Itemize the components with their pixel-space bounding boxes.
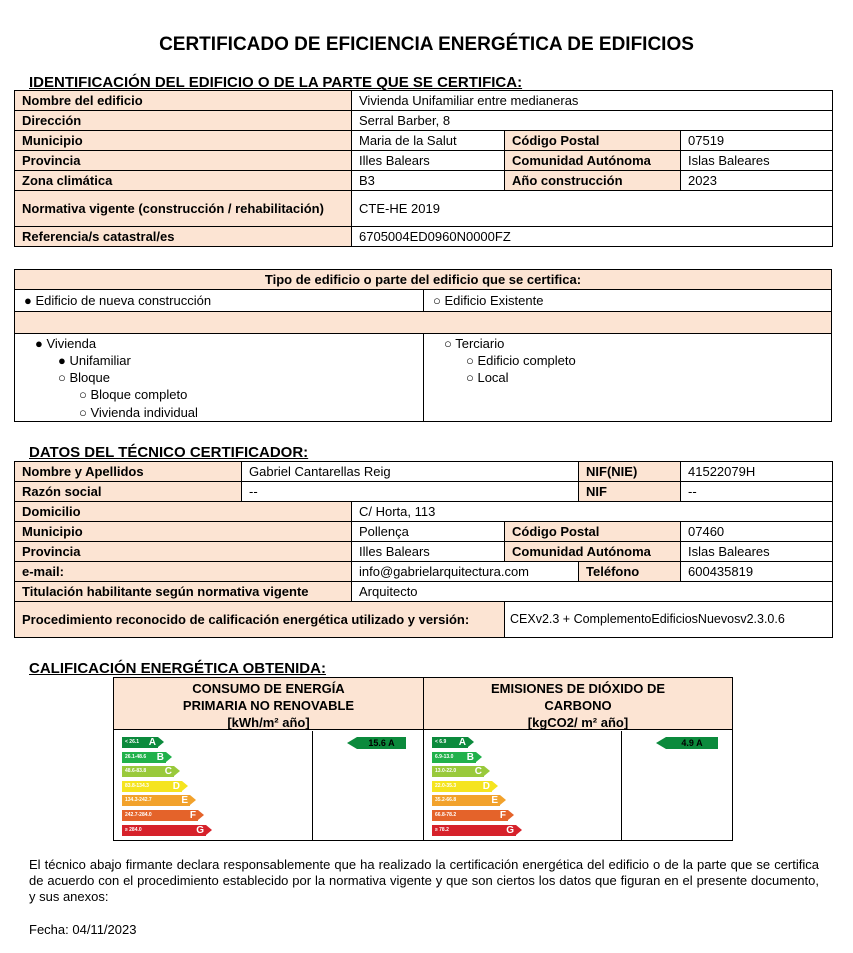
tecnico-nombre-label: Nombre y Apellidos [15, 462, 242, 482]
emisiones-result-indicator [666, 737, 718, 749]
consumo-bar-arrow [190, 795, 196, 805]
emisiones-bar-range: 35.2-66.8 [435, 797, 457, 804]
emisiones-bar-range: 22.0-35.3 [435, 782, 457, 789]
consumo-bar-f [122, 810, 198, 821]
tipo-edificio-heading: Tipo de edificio o parte del edificio que se certifica: [15, 270, 831, 290]
emisiones-bar-letter: D [482, 780, 490, 792]
consumo-bar-letter: A [148, 737, 156, 748]
consumo-bar-letter: B [156, 751, 164, 763]
consumo-bar-a [122, 737, 158, 748]
comunidad-autonoma-value: Islas Baleares [681, 151, 833, 171]
tecnico-ccaa-label: Comunidad Autónoma [505, 542, 681, 562]
calificacion-divider [423, 678, 424, 840]
nombre-edificio-label: Nombre del edificio [15, 91, 352, 111]
emisiones-bar-arrow [500, 795, 506, 805]
consumo-bar-range: 134.3-242.7 [125, 797, 152, 804]
procedimiento-value: CEXv2.3 + ComplementoEdificiosNuevosv2.3.0.6 [505, 602, 833, 638]
nueva-construccion-option: ● Edificio de nueva construcción [15, 290, 424, 311]
consumo-bar-range: < 26.1 [125, 739, 140, 745]
consumo-result-indicator [357, 737, 406, 749]
emisiones-result-value: 4.9 A [681, 738, 703, 748]
consumo-title-1: CONSUMO DE ENERGÍA [192, 681, 345, 696]
local-option: ○ Local [466, 370, 509, 385]
email-label: e-mail: [15, 562, 352, 582]
anyo-construccion-value: 2023 [681, 171, 833, 191]
emisiones-header [424, 678, 732, 730]
bloque-completo-option: ○ Bloque completo [79, 387, 188, 402]
page-title: CERTIFICADO DE EFICIENCIA ENERGÉTICA DE EDIFICIOS [159, 34, 694, 55]
tecnico-cp-value: 07460 [681, 522, 833, 542]
emisiones-bar-letter: C [474, 766, 482, 778]
telefono-label: Teléfono [579, 562, 681, 582]
tecnico-municipio-label: Municipio [15, 522, 352, 542]
consumo-title-2: PRIMARIA NO RENOVABLE [182, 698, 355, 713]
tecnico-ccaa-value: Islas Baleares [681, 542, 833, 562]
tecnico-provincia-label: Provincia [15, 542, 352, 562]
domicilio-value: C/ Horta, 113 [352, 502, 833, 522]
direccion-label: Dirección [15, 111, 352, 131]
domicilio-label: Domicilio [15, 502, 352, 522]
consumo-bar-arrow [198, 810, 204, 820]
tecnico-cp-label: Código Postal [505, 522, 681, 542]
emisiones-bar-a [432, 737, 468, 748]
emisiones-bar-arrow [468, 737, 474, 747]
emisiones-bar-arrow [516, 825, 522, 835]
referencia-catastral-value: 6705004ED0960N0000FZ [352, 227, 833, 247]
edificio-completo-option: ○ Edificio completo [466, 353, 576, 368]
telefono-value: 600435819 [681, 562, 833, 582]
codigo-postal-label: Código Postal [505, 131, 681, 151]
emisiones-bar-d [432, 781, 492, 792]
codigo-postal-value: 07519 [681, 131, 833, 151]
referencia-catastral-label: Referencia/s catastral/es [15, 227, 352, 247]
emisiones-bar-range: 13.0-22.0 [435, 768, 457, 775]
consumo-bar-arrow [182, 781, 188, 791]
municipio-value: Maria de la Salut [352, 131, 505, 151]
emisiones-bar-range: 66.8-78.2 [435, 812, 457, 818]
nif-label: NIF [579, 482, 681, 502]
emisiones-title-2: CARBONO [544, 698, 612, 713]
consumo-bar-arrow [174, 766, 180, 776]
identificacion-table [14, 90, 833, 247]
consumo-bar-g [122, 825, 206, 836]
procedimiento-label: Procedimiento reconocido de calificación energética utilizado y versión: [15, 602, 505, 638]
vivienda-option: ● Vivienda [35, 336, 97, 351]
bloque-option: ○ Bloque [58, 370, 110, 385]
consumo-bar-arrow [206, 825, 212, 835]
emisiones-bar-g [432, 825, 516, 836]
emisiones-title-1: EMISIONES DE DIÓXIDO DE [490, 681, 666, 696]
consumo-bar-arrow [166, 752, 172, 762]
consumo-result-value: 15.6 A [368, 738, 395, 748]
vivienda-individual-option: ○ Vivienda individual [79, 405, 198, 420]
consumo-result-pointer [347, 737, 357, 749]
identificacion-heading: IDENTIFICACIÓN DEL EDIFICIO O DE LA PARTE QUE SE CERTIFICA: [29, 74, 523, 91]
consumo-bar-letter: G [196, 824, 204, 836]
consumo-bar-c [122, 766, 174, 777]
unifamiliar-option: ● Unifamiliar [58, 353, 131, 368]
consumo-subdivider [312, 731, 313, 840]
consumo-bar-range: 26.1-48.6 [125, 753, 147, 760]
tecnico-provincia-value: Illes Balears [352, 542, 505, 562]
tipo-edificio-box [14, 269, 832, 422]
consumo-bar-letter: E [181, 795, 188, 807]
anyo-construccion-label: Año construcción [505, 171, 681, 191]
nif-nie-value: 41522079H [681, 462, 833, 482]
emisiones-bar-letter: B [466, 751, 474, 763]
emisiones-bar-letter: E [491, 795, 498, 807]
consumo-bar-letter: C [164, 766, 172, 778]
tecnico-nombre-value: Gabriel Cantarellas Reig [242, 462, 579, 482]
emisiones-bar-c [432, 766, 484, 777]
nombre-edificio-value: Vivienda Unifamiliar entre medianeras [352, 91, 833, 111]
consumo-bar-range: ≥ 284.0 [125, 826, 142, 833]
emisiones-bar-arrow [508, 810, 514, 820]
emisiones-bar-letter: F [499, 810, 506, 821]
nif-nie-label: NIF(NIE) [579, 462, 681, 482]
consumo-bar-d [122, 781, 182, 792]
emisiones-bar-arrow [492, 781, 498, 791]
fecha-text: Fecha: 04/11/2023 [29, 922, 137, 937]
titulacion-label: Titulación habilitante según normativa vigente [15, 582, 352, 602]
nif-value: -- [681, 482, 833, 502]
direccion-value: Serral Barber, 8 [352, 111, 833, 131]
emisiones-bar-arrow [476, 752, 482, 762]
emisiones-bar-e [432, 795, 500, 806]
consumo-bar-letter: D [172, 780, 180, 792]
consumo-header [114, 678, 423, 730]
consumo-unit: [kWh/m² año] [227, 715, 310, 730]
edificio-existente-option: ○ Edificio Existente [433, 293, 544, 308]
emisiones-bar-range: ≥ 78.2 [435, 826, 449, 833]
consumo-bar-range: 48.6-83.8 [125, 768, 147, 775]
emisiones-result-pointer [656, 737, 666, 749]
zona-climatica-label: Zona climática [15, 171, 352, 191]
consumo-bar-arrow [158, 737, 164, 747]
titulacion-value: Arquitecto [352, 582, 833, 602]
municipio-label: Municipio [15, 131, 352, 151]
email-value: info@gabrielarquitectura.com [352, 562, 579, 582]
emisiones-bar-letter: G [506, 824, 514, 836]
terciario-option: ○ Terciario [444, 336, 505, 351]
blank-row [15, 312, 831, 334]
emisiones-bar-range: 6.9-13.0 [435, 753, 454, 760]
comunidad-autonoma-label: Comunidad Autónoma [505, 151, 681, 171]
tecnico-municipio-value: Pollença [352, 522, 505, 542]
razon-social-label: Razón social [15, 482, 242, 502]
consumo-bar-range: 83.8-134.3 [125, 782, 149, 789]
emisiones-bar-range: < 6.9 [435, 739, 447, 745]
emisiones-bar-arrow [484, 766, 490, 776]
declaracion-text: El técnico abajo firmante declara responsablemente que ha realizado la certificación energética del edificio o de la parte que se certifica de acuerdo con el procedimiento establecido por la normativa vigente y que son ciertos los datos que figuran en el presente documento, y sus anexos: [29, 857, 819, 904]
zona-climatica-value: B3 [352, 171, 505, 191]
consumo-bar-range: 242.7-284.0 [125, 812, 152, 818]
emisiones-bar-b [432, 752, 476, 763]
consumo-bar-e [122, 795, 190, 806]
emisiones-unit: [kgCO2/ m² año] [527, 715, 629, 730]
razon-social-value: -- [242, 482, 579, 502]
consumo-bar-b [122, 752, 166, 763]
calificacion-heading: CALIFICACIÓN ENERGÉTICA OBTENIDA: [29, 660, 326, 677]
provincia-value: Illes Balears [352, 151, 505, 171]
emisiones-bar-letter: A [458, 737, 466, 748]
emisiones-bar-f [432, 810, 508, 821]
tecnico-heading: DATOS DEL TÉCNICO CERTIFICADOR: [29, 444, 309, 461]
provincia-label: Provincia [15, 151, 352, 171]
emisiones-subdivider [621, 731, 622, 840]
normativa-label: Normativa vigente (construcción / rehabilitación) [15, 191, 352, 227]
calificacion-box [113, 677, 733, 841]
tecnico-table [14, 461, 833, 638]
consumo-bar-letter: F [189, 810, 196, 821]
normativa-value: CTE-HE 2019 [352, 191, 833, 227]
